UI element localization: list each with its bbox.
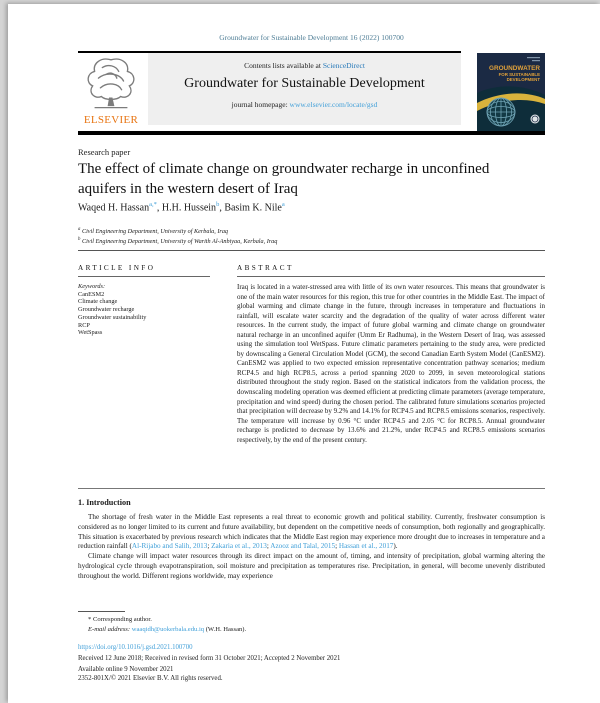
affiliation-b — [78, 236, 277, 246]
keywords-block — [78, 283, 210, 337]
corresponding-author-note: * Corresponding author. — [88, 616, 152, 623]
text-segment: ; — [207, 542, 212, 551]
text-segment: ). — [393, 542, 398, 551]
article-info-heading: ARTICLE INFO — [78, 264, 156, 272]
keyword-item: CanESM2 — [78, 290, 105, 298]
inline-link[interactable]: waaqidh@uokerbala.edu.iq — [131, 626, 205, 633]
text-segment: Basim K. Nile — [224, 202, 282, 214]
keyword-item: Climate change — [78, 298, 118, 306]
article-type-label: Research paper — [78, 147, 131, 157]
abstract-bottom-rule — [78, 488, 545, 489]
text-segment: (W.H. Hassan). — [204, 626, 247, 633]
cover-globe-icon — [487, 98, 515, 126]
text-segment: The shortage of fresh water in the Middle East represents a real threat to economic growth and political stability. Currently, freshwater consumption is considered as no longer limited to its current and future availability, but dependent on the competitive needs of consumption, both regionally and geographically. This situation is exacerbated by previous research which indicates that the Middle East region may experience more drought due to increases in temperature and a reduction rainfall ( — [78, 513, 545, 551]
keyword-item: Groundwater sustainability — [78, 313, 147, 321]
email-line — [88, 626, 246, 633]
text-segment: a — [281, 201, 285, 208]
contents-line-prefix: Contents lists available at — [244, 61, 323, 70]
header-bottom-rule — [78, 131, 545, 135]
abstract-text: Iraq is located in a water-stressed area with little of its own water resources. This means that groundwater is one of the main water resources for this region, this true for other countries in the Middle East. The impact of global warming and climate change in the future, through increases in temperature and fluctuations in rainfall, will escalate water scarcity and the degradation of the quality of water across different water resources. In the current study, the impact of future global warming and climate change on groundwater natural recharge in an unconfined aquifer (Umm Er Radhuma), in the Western Desert of Iraq, was assessed using the simulation tool WetSpass. Future climatic parameters pertaining to the study area, were predicted by downscaling a General Circulation Model (GCM), the second Canadian Earth System Model (CanESM2). CanESM2 was applied to two expected emission representative concentration pathway scenarios; medium RCP4.5 and high RCP8.5, across a period spanning 2020 to 2099, in seven meteorological stations distributed throughout the study region. Based on the statistical indicators from the validation process, the downscaling modeling operation was deemed efficient at predicting climate parameters (average temperature, precipitation and wind speed) during the chosen period. The calibrated future simulations scenarios projected that precipitation will decrease by 9.2% and 14.1% for RCP4.5 and RCP8.5 emissions scenarios, respectively. The temperature will increase by 0.96 °C under RCP4.5 and 2.05 °C for RCP8.5. Annual groundwater recharge is predicted to decrease by 13.6% and 21.2%, under RCP4.5 and RCP8.5 emissions scenarios respectively, by the end of the present century. — [237, 283, 545, 444]
article-info-rule — [78, 276, 210, 277]
author-line — [78, 201, 285, 213]
received-dates: Received 12 June 2018; Received in revised form 31 October 2021; Accepted 2 November 2021 — [78, 655, 341, 662]
journal-banner — [148, 53, 461, 125]
doi-link[interactable]: https://doi.org/10.1016/j.gsd.2021.100700 — [78, 644, 193, 651]
homepage-line — [148, 100, 461, 109]
text-segment: ; — [266, 542, 271, 551]
homepage-prefix: journal homepage: — [231, 100, 290, 109]
cover-title-line3: DEVELOPMENT — [506, 77, 540, 82]
running-head: Groundwater for Sustainable Development 16 (2022) 100700 — [219, 33, 404, 42]
introduction-paragraph-1 — [78, 513, 545, 552]
elsevier-logo-text: ELSEVIER — [83, 114, 139, 126]
text-segment: , — [219, 202, 225, 214]
introduction-text — [78, 513, 545, 582]
text-segment: H.H. Hussein — [161, 202, 217, 214]
paper-page — [8, 4, 600, 703]
affiliation-b-text: Civil Engineering Department, University of Warith Al-Anbiyaa, Kerbala, Iraq — [81, 237, 278, 245]
text-segment: Waqed H. Hassan — [78, 202, 150, 214]
affiliation-a — [78, 226, 277, 236]
elsevier-logo[interactable] — [78, 55, 144, 127]
keywords-label: Keywords: — [78, 283, 106, 290]
contents-line — [148, 53, 461, 70]
title-separator-rule — [78, 250, 545, 251]
issn-copyright: 2352-801X/© 2021 Elsevier B.V. All rights reserved. — [78, 675, 223, 682]
article-info-column — [78, 264, 210, 337]
inline-link[interactable]: Al-Rijabo and Salih, 2013 — [131, 542, 208, 551]
elsevier-tree-icon — [82, 55, 140, 111]
keyword-item: WetSpass — [78, 329, 103, 337]
inline-link[interactable]: Zakaria et al., 2013 — [211, 542, 267, 551]
text-segment: a,* — [149, 201, 157, 208]
text-segment: ; — [335, 542, 339, 551]
text-segment: E-mail address: — [88, 626, 132, 633]
abstract-rule — [237, 276, 545, 277]
abstract-heading: ABSTRACT — [237, 264, 294, 272]
journal-homepage-link[interactable]: www.elsevier.com/locate/gsd — [289, 100, 378, 109]
introduction-paragraph-2: Climate change will impact water resources through its direct impact on the amount of, timing, and intensity of precipitation, global warming altering the hydrological cycle through evapotranspiration, soil moisture and precipitation as temperatures rise. Precipitation, in general, will become unevenly distributed throughout the world. Different regions worldwide, may experience — [78, 552, 545, 580]
text-segment: , — [156, 202, 162, 214]
article-title: The effect of climate change on groundwater recharge in unconfined aquifers in the western desert of Iraq — [78, 161, 490, 197]
affiliation-a-sup: a — [78, 227, 81, 232]
inline-link[interactable]: Hassan et al., 2017 — [338, 542, 394, 551]
introduction-heading: 1. Introduction — [78, 498, 131, 507]
sciencedirect-link[interactable]: ScienceDirect — [322, 61, 365, 70]
affiliation-a-text: Civil Engineering Department, University of Kerbala, Iraq — [81, 228, 229, 236]
footnote-rule — [78, 611, 125, 612]
journal-title: Groundwater for Sustainable Development — [184, 76, 425, 91]
journal-cover-thumbnail[interactable] — [477, 53, 545, 131]
keyword-item: Groundwater recharge — [78, 306, 135, 314]
affiliation-b-sup: b — [78, 236, 81, 242]
inline-link[interactable]: Azooz and Talal, 2015 — [270, 542, 336, 551]
cover-title-line1: GROUNDWATER — [488, 65, 540, 72]
text-segment: b — [216, 201, 220, 208]
affiliations — [78, 226, 277, 246]
available-online: Available online 9 November 2021 — [78, 666, 174, 673]
abstract-column — [237, 264, 545, 445]
cover-title-line2: FOR SUSTAINABLE — [498, 72, 540, 77]
keyword-item: RCP — [78, 321, 90, 329]
